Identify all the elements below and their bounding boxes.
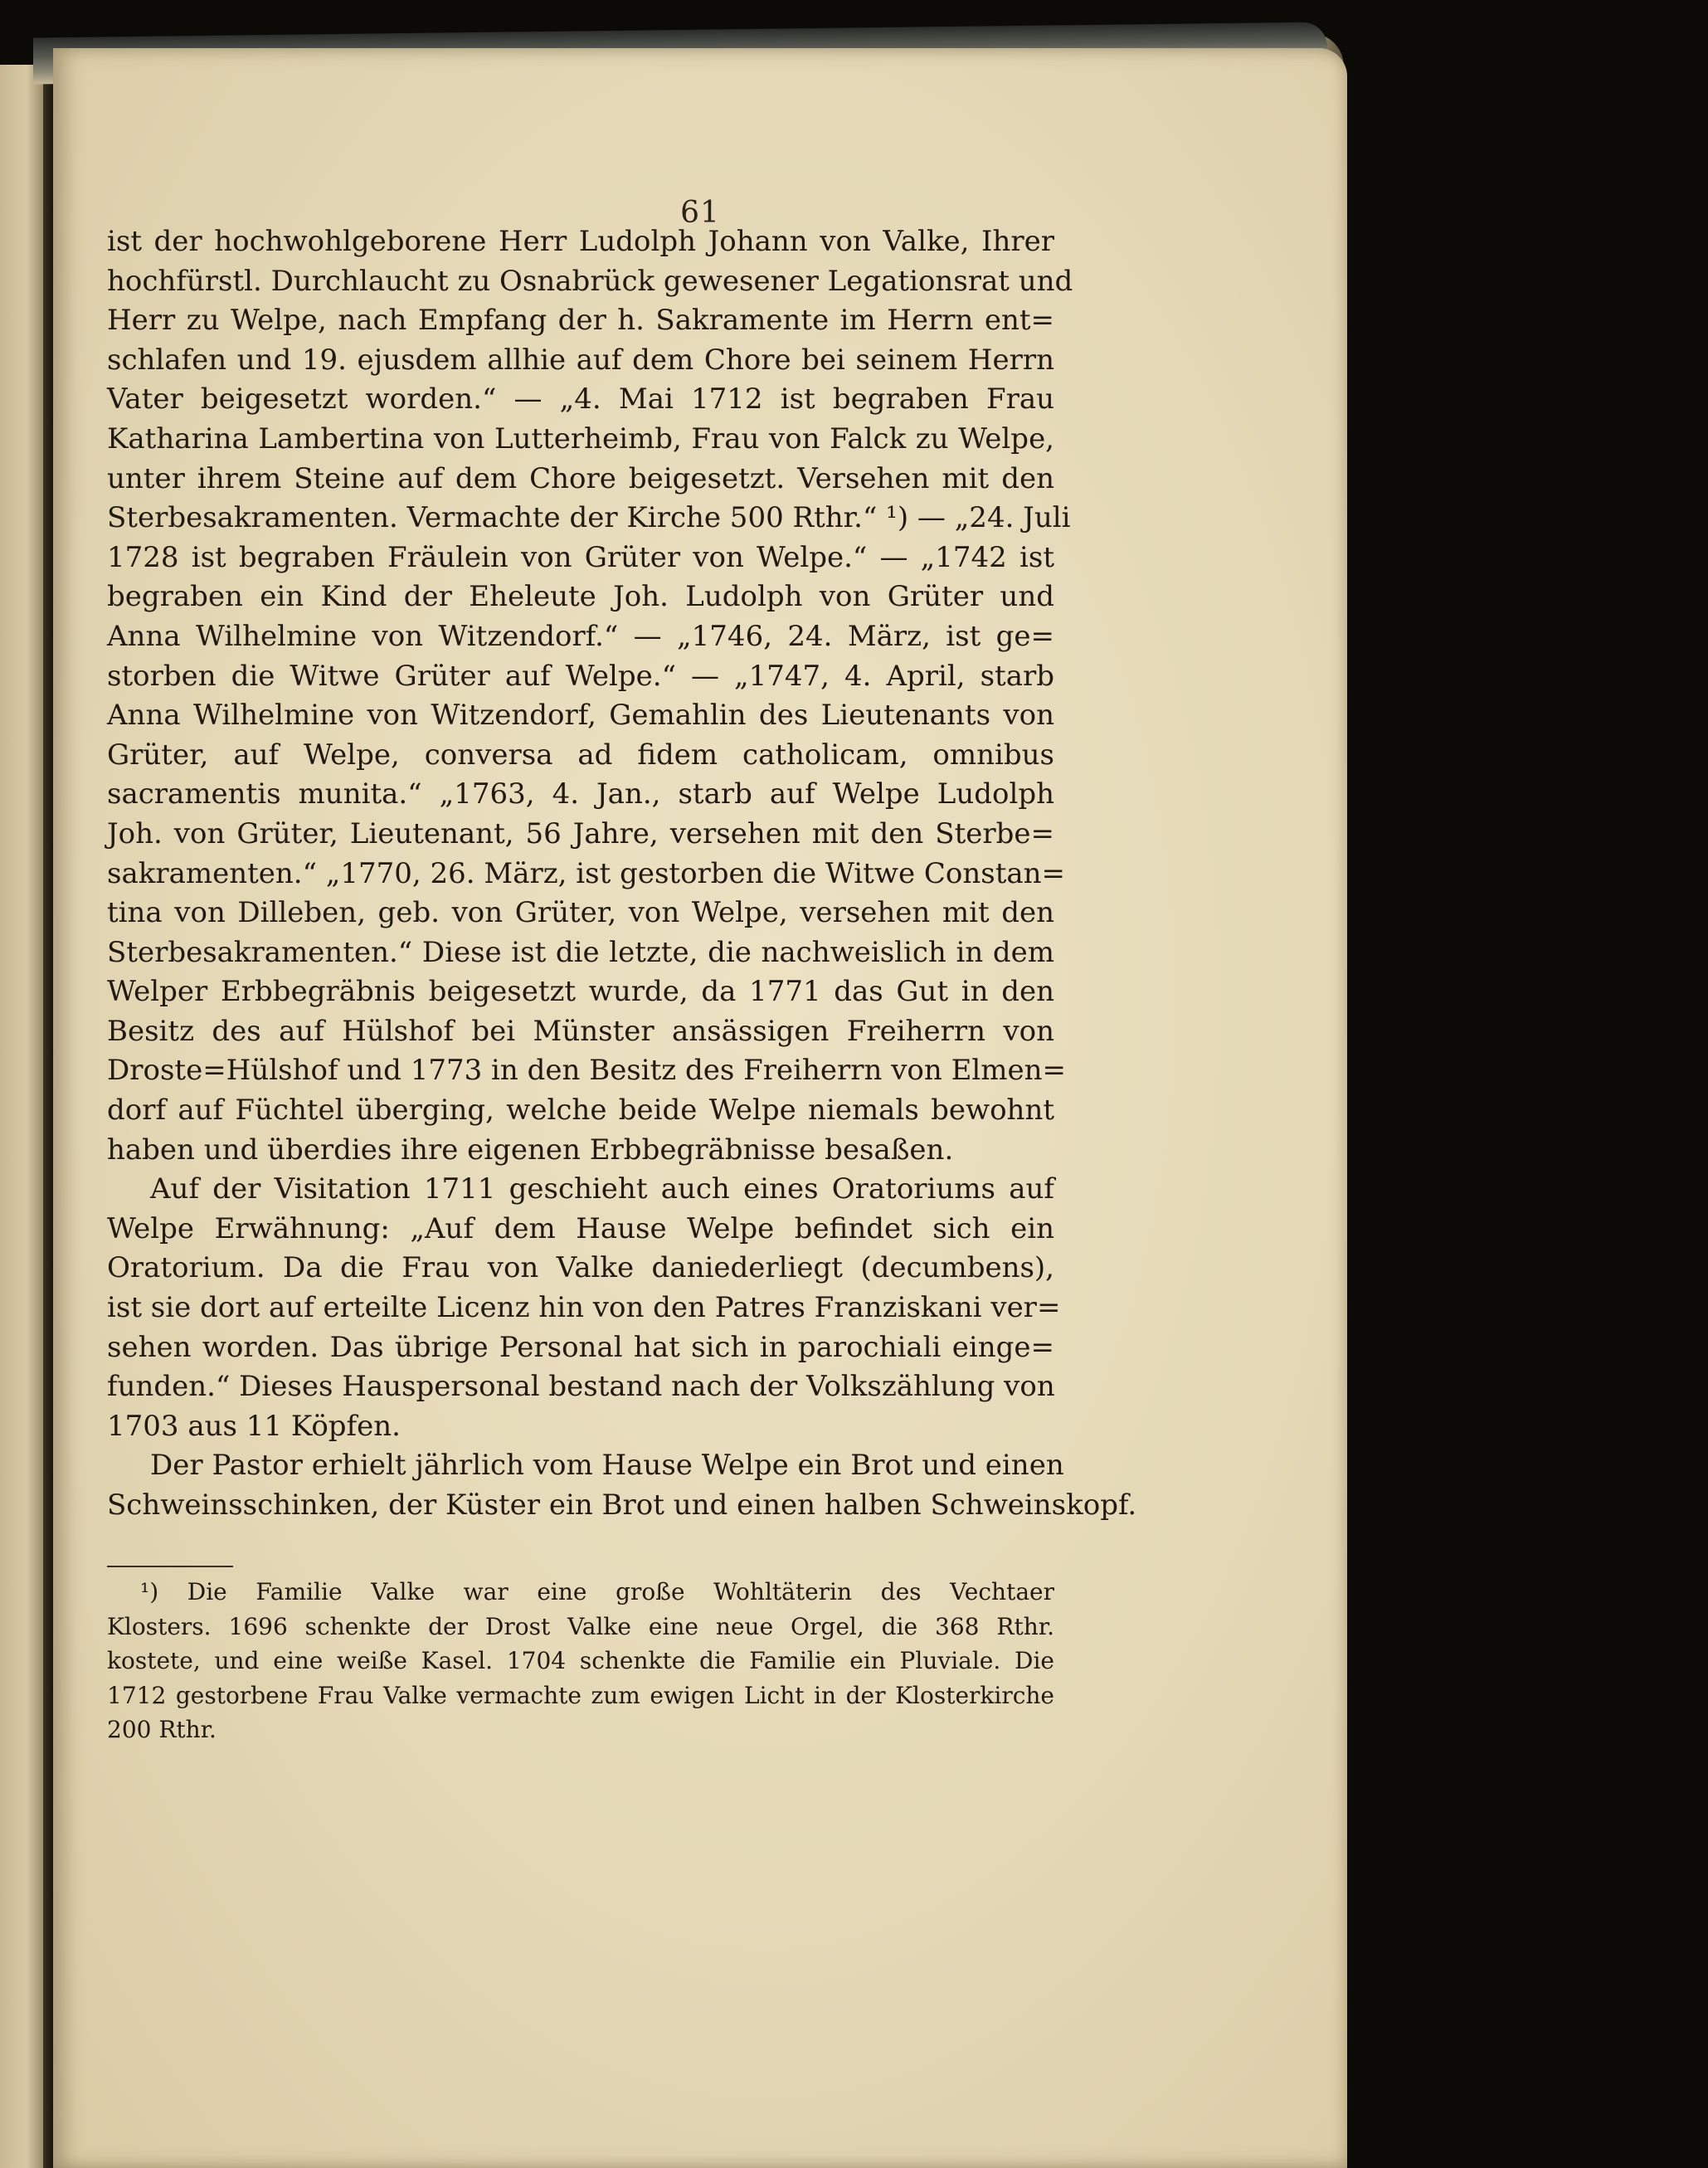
text-line: haben und überdies ihre eigenen Erbbegräbnisse besaßen. [107, 1133, 954, 1167]
text-line: dorf auf Füchtel überging, welche beide Welpe niemals bewohnt [107, 1094, 1054, 1128]
text-line: hochfürstl. Durchlaucht zu Osnabrück gewesener Legationsrat und [107, 264, 1073, 298]
text-line: Auf der Visitation 1711 geschieht auch eines Oratoriums auf [150, 1172, 1054, 1206]
text-line: tina von Dilleben, geb. von Grüter, von Welpe, versehen mit den [107, 896, 1054, 930]
text-line: ist sie dort auf erteilte Licenz hin von den Patres Franziskani ver= [107, 1291, 1061, 1325]
text-line: Droste=Hülshof und 1773 in den Besitz des Freiherrn von Elmen= [107, 1054, 1067, 1088]
text-line: Der Pastor erhielt jährlich vom Hause Welpe ein Brot und einen [150, 1449, 1064, 1483]
text-line: Herr zu Welpe, nach Empfang der h. Sakramente im Herrn ent= [107, 304, 1054, 338]
text-line: Katharina Lambertina von Lutterheimb, Frau von Falck zu Welpe, [107, 421, 1054, 456]
text-line: Sterbesakramenten.“ Diese ist die letzte, die nachweislich in dem [107, 935, 1054, 969]
text-line: Welpe Erwähnung: „Auf dem Hause Welpe befindet sich ein [107, 1211, 1054, 1245]
footnote-line: 1712 gestorbene Frau Valke vermachte zum ewigen Licht in der Klosterkirche [107, 1681, 1054, 1709]
text-line: Vater beigesetzt worden.“ — „4. Mai 1712 ist begraben Frau [107, 382, 1054, 417]
text-line: Schweinsschinken, der Küster ein Brot und einen halben Schweinskopf. [107, 1488, 1137, 1522]
text-line: storben die Witwe Grüter auf Welpe.“ — „1747, 4. April, starb [107, 659, 1054, 693]
text-line: sacramentis munita.“ „1763, 4. Jan., starb auf Welpe Ludolph [107, 777, 1054, 811]
left-page-edge [0, 65, 48, 2168]
body-text [107, 222, 1137, 1526]
text-line: Besitz des auf Hülshof bei Münster ansässigen Freiherrn von [107, 1014, 1054, 1048]
footnote [107, 1575, 1054, 1747]
text-line: 1728 ist begraben Fräulein von Grüter von Welpe.“ — „1742 ist [107, 540, 1054, 574]
text-line: funden.“ Dieses Hauspersonal bestand nach der Volkszählung von [107, 1370, 1055, 1404]
text-line: Welper Erbbegräbnis beigesetzt wurde, da 1771 das Gut in den [107, 975, 1054, 1009]
text-line: unter ihrem Steine auf dem Chore beigesetzt. Versehen mit den [107, 461, 1054, 495]
text-line: Grüter, auf Welpe, conversa ad fidem catholicam, omnibus [107, 738, 1054, 772]
text-line: Joh. von Grüter, Lieutenant, 56 Jahre, versehen mit den Sterbe= [107, 816, 1054, 850]
text-line: sakramenten.“ „1770, 26. März, ist gestorben die Witwe Constan= [107, 856, 1066, 890]
text-line: sehen worden. Das übrige Personal hat sich in parochiali einge= [107, 1330, 1054, 1364]
page-number: 61 [680, 196, 720, 230]
text-line: 1703 aus 11 Köpfen. [107, 1409, 401, 1443]
text-line: ist der hochwohlgeborene Herr Ludolph Johann von Valke, Ihrer [107, 225, 1054, 258]
footnote-line: ¹) Die Familie Valke war eine große Wohltäterin des Vechtaer [140, 1578, 1054, 1605]
text-line: Oratorium. Da die Frau von Valke daniederliegt (decumbens), [107, 1251, 1054, 1285]
text-line: schlafen und 19. ejusdem allhie auf dem Chore bei seinem Herrn [107, 343, 1054, 377]
footnote-rule [107, 1566, 233, 1567]
text-line: Anna Wilhelmine von Witzendorf, Gemahlin des Lieutenants von [107, 699, 1054, 733]
text-line: begraben ein Kind der Eheleute Joh. Ludolph von Grüter und [107, 580, 1054, 614]
text-line: Sterbesakramenten. Vermachte der Kirche 500 Rthr.“ ¹) — „24. Juli [107, 501, 1071, 535]
footnote-line: kostete, und eine weiße Kasel. 1704 schenkte die Familie ein Pluviale. Die [107, 1647, 1054, 1674]
text-line: Anna Wilhelmine von Witzendorf.“ — „1746, 24. März, ist ge= [107, 619, 1054, 653]
footnote-line: 200 Rthr. [107, 1716, 217, 1743]
footnote-line: Klosters. 1696 schenkte der Drost Valke eine neue Orgel, die 368 Rthr. [107, 1612, 1054, 1640]
